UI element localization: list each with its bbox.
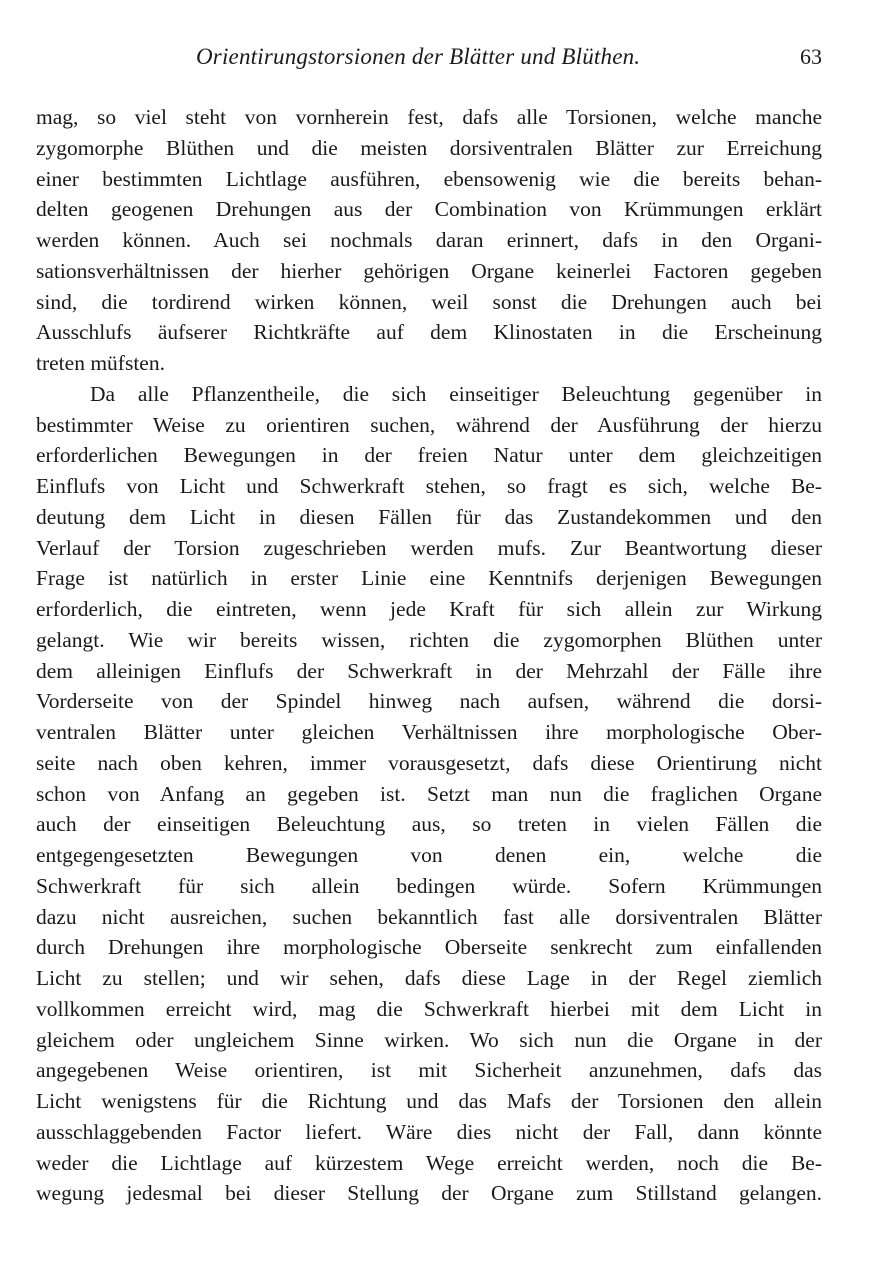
body-text bbox=[36, 102, 822, 1209]
text-line: werden können. Auch sei nochmals daran erinnert, dafs in den Organi- bbox=[36, 228, 822, 252]
paragraph bbox=[36, 102, 822, 379]
page bbox=[36, 44, 822, 1206]
text-line: bestimmter Weise zu orientiren suchen, während der Ausführung der hierzu bbox=[36, 412, 822, 437]
text-line: erforderlichen Bewegungen in der freien Natur unter dem gleichzeitigen bbox=[36, 443, 822, 468]
running-head bbox=[36, 44, 822, 84]
text-line: entgegengesetzten Bewegungen von denen ein, welche die bbox=[36, 843, 822, 867]
text-line: Schwerkraft für sich allein bedingen würde. Sofern Krümmungen bbox=[36, 873, 822, 898]
text-line: gelangt. Wie wir bereits wissen, richten die zygomorphen Blüthen unter bbox=[36, 627, 822, 652]
text-line: schon von Anfang an gegeben ist. Setzt man nun die fraglichen Organe bbox=[36, 781, 822, 806]
text-line: seite nach oben kehren, immer vorausgesetzt, dafs diese Orientirung nicht bbox=[36, 750, 822, 775]
text-line: durch Drehungen ihre morphologische Oberseite senkrecht zum einfallenden bbox=[36, 935, 822, 960]
text-line: vollkommen erreicht wird, mag die Schwerkraft hierbei mit dem Licht in bbox=[36, 996, 822, 1021]
text-line: Licht zu stellen; und wir sehen, dafs diese Lage in der Regel ziemlich bbox=[36, 966, 822, 990]
text-line: Da alle Pflanzentheile, die sich einseitiger Beleuchtung gegenüber in bbox=[90, 381, 822, 406]
text-line: ausschlaggebenden Factor liefert. Wäre dies nicht der Fall, dann könnte bbox=[36, 1119, 822, 1144]
text-line: einer bestimmten Lichtlage ausführen, ebensowenig wie die bereits behan- bbox=[36, 166, 822, 191]
text-line: ventralen Blätter unter gleichen Verhältnissen ihre morphologische Ober- bbox=[36, 720, 822, 744]
text-line: Licht wenigstens für die Richtung und das Mafs der Torsionen den allein bbox=[36, 1089, 822, 1113]
text-line: Ausschlufs äufserer Richtkräfte auf dem Klinostaten in die Erscheinung bbox=[36, 320, 822, 345]
text-line: sind, die tordirend wirken können, weil sonst die Drehungen auch bei bbox=[36, 289, 822, 314]
text-line: wegung jedesmal bei dieser Stellung der Organe zum Stillstand gelangen. bbox=[36, 1181, 822, 1206]
text-line: delten geogenen Drehungen aus der Combination von Krümmungen erklärt bbox=[36, 197, 822, 222]
text-line: deutung dem Licht in diesen Fällen für das Zustandekommen und den bbox=[36, 504, 822, 529]
text-line: Vorderseite von der Spindel hinweg nach aufsen, während die dorsi- bbox=[36, 689, 822, 714]
running-title: Orientirungstorsionen der Blätter und Blüthen. bbox=[196, 44, 641, 69]
text-line: mag, so viel steht von vornherein fest, dafs alle Torsionen, welche manche bbox=[36, 105, 822, 129]
text-line: treten müfsten. bbox=[36, 351, 165, 375]
text-line: weder die Lichtlage auf kürzestem Wege erreicht werden, noch die Be- bbox=[36, 1150, 822, 1175]
text-line: Frage ist natürlich in erster Linie eine Kenntnifs derjenigen Bewegungen bbox=[36, 566, 822, 591]
text-line: angegebenen Weise orientiren, ist mit Sicherheit anzunehmen, dafs das bbox=[36, 1058, 822, 1083]
text-line: erforderlich, die eintreten, wenn jede Kraft für sich allein zur Wirkung bbox=[36, 597, 822, 621]
text-line: sationsverhältnissen der hierher gehörigen Organe keinerlei Factoren gegeben bbox=[36, 258, 822, 283]
page-number: 63 bbox=[800, 44, 822, 69]
text-line: Verlauf der Torsion zugeschrieben werden mufs. Zur Beantwortung dieser bbox=[36, 535, 822, 560]
text-line: dem alleinigen Einflufs der Schwerkraft in der Mehrzahl der Fälle ihre bbox=[36, 658, 822, 683]
text-line: auch der einseitigen Beleuchtung aus, so treten in vielen Fällen die bbox=[36, 812, 822, 837]
text-line: dazu nicht ausreichen, suchen bekanntlich fast alle dorsiventralen Blätter bbox=[36, 904, 822, 929]
text-line: Einflufs von Licht und Schwerkraft stehen, so fragt es sich, welche Be- bbox=[36, 474, 822, 498]
text-line: zygomorphe Blüthen und die meisten dorsiventralen Blätter zur Erreichung bbox=[36, 135, 822, 160]
paragraph bbox=[36, 379, 822, 1209]
text-line: gleichem oder ungleichem Sinne wirken. Wo sich nun die Organe in der bbox=[36, 1027, 822, 1052]
